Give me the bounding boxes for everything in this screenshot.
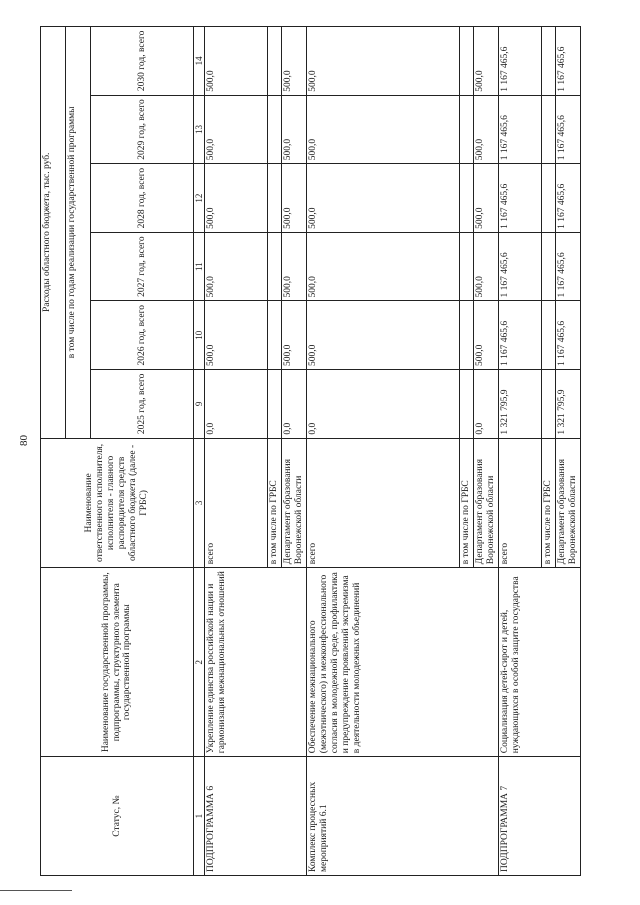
value-cell bbox=[268, 164, 282, 233]
value-cell: 500,0 bbox=[307, 27, 460, 96]
value-cell: 1 167 465,6 bbox=[498, 232, 541, 301]
grbs-label: Департамент образования Воронежской области bbox=[474, 438, 499, 568]
grbs-label: в том числе по ГРБС bbox=[541, 438, 555, 568]
row-status: Комплекс процессных мероприятий 6.1 bbox=[307, 757, 499, 876]
value-cell: 1 167 465,6 bbox=[555, 95, 580, 164]
footer-rule bbox=[0, 890, 72, 891]
header-year: 2030 год, всего bbox=[91, 27, 194, 96]
value-cell: 500,0 bbox=[307, 301, 460, 370]
column-number: 12 bbox=[194, 164, 205, 233]
value-cell bbox=[460, 164, 474, 233]
value-cell: 0,0 bbox=[205, 370, 268, 439]
value-cell: 500,0 bbox=[282, 27, 307, 96]
value-cell bbox=[268, 370, 282, 439]
value-cell bbox=[460, 301, 474, 370]
value-cell bbox=[268, 232, 282, 301]
value-cell: 500,0 bbox=[205, 27, 268, 96]
column-number: 10 bbox=[194, 301, 205, 370]
header-year: 2025 год, всего bbox=[91, 370, 194, 439]
grbs-label: всего bbox=[498, 438, 541, 568]
row-name: Обеспечение межнационального (межэтнического) и межконфессионального согласия в молодежной среде, профилактика и предупреждение проявлений экстремизма в деятельности молодежных объединений bbox=[307, 568, 499, 757]
value-cell bbox=[268, 301, 282, 370]
header-year: 2028 год, всего bbox=[91, 164, 194, 233]
row-name: Укрепление единства российской нации и гармонизация межнациональных отношений bbox=[205, 568, 307, 757]
value-cell: 500,0 bbox=[205, 232, 268, 301]
value-cell: 500,0 bbox=[474, 301, 499, 370]
value-cell: 1 167 465,6 bbox=[498, 95, 541, 164]
table-row bbox=[205, 27, 268, 876]
value-cell: 500,0 bbox=[282, 232, 307, 301]
value-cell: 500,0 bbox=[205, 95, 268, 164]
row-status: ПОДПРОГРАММА 6 bbox=[205, 757, 307, 876]
value-cell bbox=[460, 95, 474, 164]
header-budget-subtitle: в том числе по годам реализации государственной программы bbox=[66, 27, 91, 439]
header-year: 2027 год, всего bbox=[91, 232, 194, 301]
value-cell bbox=[541, 301, 555, 370]
header-budget-title: Расходы областного бюджета, тыс. руб. bbox=[41, 27, 66, 439]
header-grbs: Наименование ответственного исполнителя, исполнителя - главного распорядителя средств областного бюджета (далее - ГРБС) bbox=[41, 438, 194, 568]
page-number: 80 bbox=[18, 435, 30, 446]
column-number: 1 bbox=[194, 757, 205, 876]
value-cell: 1 167 465,6 bbox=[498, 164, 541, 233]
column-number: 3 bbox=[194, 438, 205, 568]
value-cell: 500,0 bbox=[282, 301, 307, 370]
value-cell: 1 321 795,9 bbox=[555, 370, 580, 439]
value-cell: 500,0 bbox=[205, 301, 268, 370]
table-row bbox=[307, 27, 460, 876]
rotated-page bbox=[40, 26, 628, 876]
value-cell: 1 167 465,6 bbox=[498, 301, 541, 370]
grbs-label: Департамент образования Воронежской области bbox=[555, 438, 580, 568]
value-cell bbox=[541, 164, 555, 233]
row-name: Социализация детей-сирот и детей, нуждающихся в особой защите государства bbox=[498, 568, 580, 757]
value-cell: 1 167 465,6 bbox=[555, 164, 580, 233]
header-year: 2026 год, всего bbox=[91, 301, 194, 370]
value-cell bbox=[460, 232, 474, 301]
value-cell bbox=[541, 27, 555, 96]
value-cell bbox=[268, 95, 282, 164]
grbs-label: всего bbox=[307, 438, 460, 568]
header-year: 2029 год, всего bbox=[91, 95, 194, 164]
column-number: 14 bbox=[194, 27, 205, 96]
value-cell: 500,0 bbox=[307, 232, 460, 301]
row-status: ПОДПРОГРАММА 7 bbox=[498, 757, 580, 876]
grbs-label: в том числе по ГРБС bbox=[460, 438, 474, 568]
column-number: 2 bbox=[194, 568, 205, 757]
value-cell: 500,0 bbox=[474, 232, 499, 301]
value-cell bbox=[460, 27, 474, 96]
value-cell: 1 321 795,9 bbox=[498, 370, 541, 439]
column-number: 13 bbox=[194, 95, 205, 164]
value-cell: 500,0 bbox=[474, 164, 499, 233]
value-cell: 1 167 465,6 bbox=[555, 27, 580, 96]
value-cell: 1 167 465,6 bbox=[555, 301, 580, 370]
value-cell: 1 167 465,6 bbox=[498, 27, 541, 96]
budget-table bbox=[40, 26, 581, 876]
value-cell: 500,0 bbox=[282, 164, 307, 233]
value-cell: 0,0 bbox=[307, 370, 460, 439]
grbs-label: Департамент образования Воронежской области bbox=[282, 438, 307, 568]
grbs-label: всего bbox=[205, 438, 268, 568]
grbs-label: в том числе по ГРБС bbox=[268, 438, 282, 568]
value-cell: 500,0 bbox=[474, 95, 499, 164]
value-cell bbox=[541, 95, 555, 164]
value-cell bbox=[268, 27, 282, 96]
value-cell bbox=[541, 370, 555, 439]
table-row bbox=[498, 27, 541, 876]
value-cell: 1 167 465,6 bbox=[555, 232, 580, 301]
value-cell bbox=[460, 370, 474, 439]
value-cell: 500,0 bbox=[307, 95, 460, 164]
column-number: 11 bbox=[194, 232, 205, 301]
value-cell: 0,0 bbox=[282, 370, 307, 439]
value-cell: 500,0 bbox=[205, 164, 268, 233]
value-cell: 0,0 bbox=[474, 370, 499, 439]
column-number: 9 bbox=[194, 370, 205, 439]
value-cell bbox=[541, 232, 555, 301]
header-status: Статус, № bbox=[41, 757, 194, 876]
value-cell: 500,0 bbox=[307, 164, 460, 233]
value-cell: 500,0 bbox=[474, 27, 499, 96]
value-cell: 500,0 bbox=[282, 95, 307, 164]
header-program-name: Наименование государственной программы, подпрограммы, структурного элемента государственной программы bbox=[41, 568, 194, 757]
